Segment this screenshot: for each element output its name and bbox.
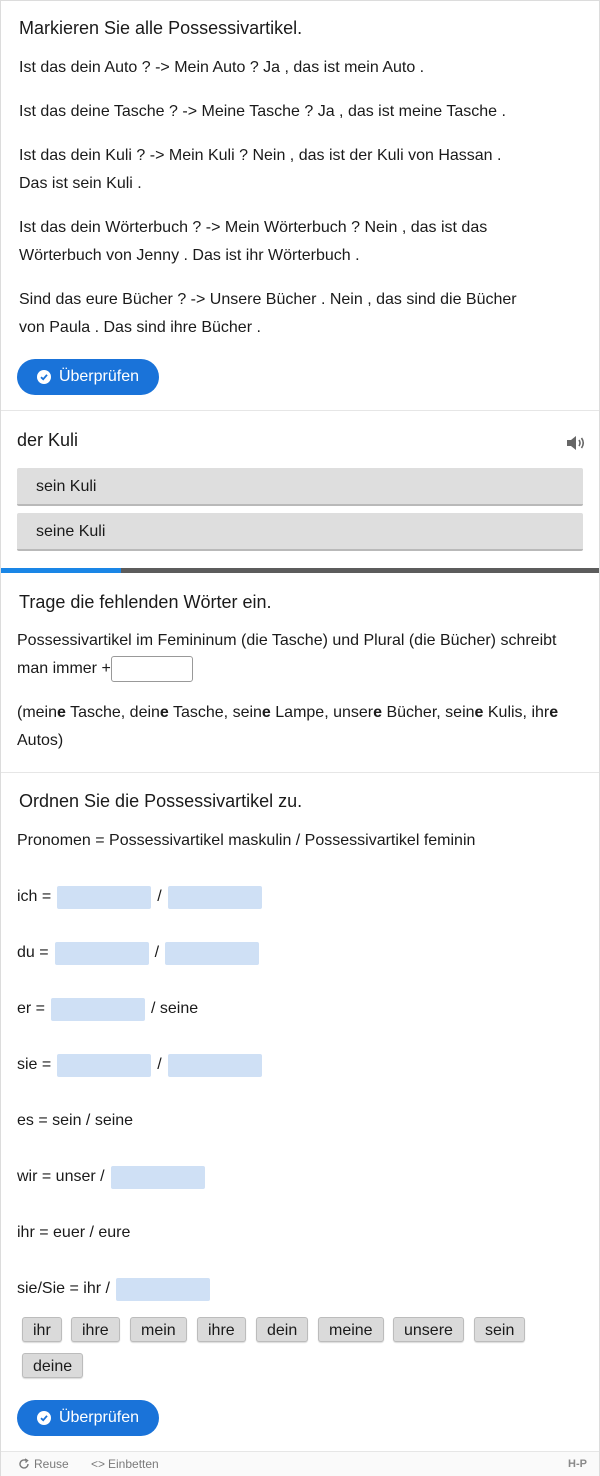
dropzone[interactable] bbox=[111, 1166, 205, 1189]
row-wir bbox=[17, 1165, 211, 1189]
embed-label: Einbetten bbox=[108, 1457, 159, 1471]
dropzone[interactable] bbox=[116, 1278, 210, 1301]
draggable-chip[interactable]: ihr bbox=[22, 1317, 62, 1342]
row-tail: / seine bbox=[151, 1000, 199, 1017]
row-label: sie = bbox=[17, 1056, 52, 1073]
row-label: wir = unser / bbox=[17, 1168, 105, 1185]
dropzone[interactable] bbox=[55, 942, 149, 965]
fill-example bbox=[17, 699, 577, 755]
reuse-link[interactable] bbox=[18, 1457, 69, 1471]
fill-blank-input[interactable] bbox=[111, 656, 193, 682]
h5p-footer bbox=[1, 1451, 599, 1476]
slash: / bbox=[154, 944, 160, 961]
slash: / bbox=[157, 1056, 162, 1073]
draggable-chip[interactable]: dein bbox=[256, 1317, 308, 1342]
fill-text-line1: Possessivartikel im Femininum (die Tasche) und Plural (die Bücher) schreibt bbox=[17, 632, 557, 649]
sentence-4[interactable]: Ist das dein Wörterbuch ? -> Mein Wörterbuch ? Nein , das ist das bbox=[19, 219, 488, 236]
row-label: ihr = euer / eure bbox=[17, 1224, 131, 1241]
slash: / bbox=[157, 888, 162, 905]
ex-bold: e bbox=[474, 704, 484, 721]
check-label: Überprüfen bbox=[58, 368, 139, 385]
mark-task-title: Markieren Sie alle Possessivartikel. bbox=[19, 18, 303, 38]
h5p-logo: H-P bbox=[568, 1458, 587, 1470]
divider bbox=[1, 410, 599, 411]
dropzone[interactable] bbox=[165, 942, 259, 965]
draggable-chip[interactable]: deine bbox=[22, 1353, 83, 1378]
row-sie-formal bbox=[17, 1277, 216, 1301]
sentence-5b[interactable]: von Paula . Das sind ihre Bücher . bbox=[19, 319, 261, 336]
row-ich bbox=[17, 885, 268, 909]
row-label: es = sein / seine bbox=[17, 1112, 134, 1129]
ex-part: (mein bbox=[17, 704, 58, 721]
sentence-3[interactable]: Ist das dein Kuli ? -> Mein Kuli ? Nein , das ist der Kuli von Hassan . bbox=[19, 147, 502, 164]
progress-bar bbox=[1, 568, 599, 573]
dropzone[interactable] bbox=[168, 1054, 262, 1077]
draggable-chip[interactable]: ihre bbox=[71, 1317, 120, 1342]
sentence-1[interactable]: Ist das dein Auto ? -> Mein Auto ? Ja , das ist mein Auto . bbox=[19, 59, 425, 76]
check-button-drag[interactable] bbox=[17, 1400, 159, 1436]
drag-task-title: Ordnen Sie die Possessivartikel zu. bbox=[19, 791, 303, 811]
code-icon: <> bbox=[91, 1457, 106, 1471]
sentence-5[interactable]: Sind das eure Bücher ? -> Unsere Bücher . Nein , das sind die Bücher bbox=[19, 291, 517, 308]
check-circle-icon bbox=[37, 1411, 51, 1425]
ex-part: Lampe, unser bbox=[270, 704, 374, 721]
fill-text bbox=[17, 627, 577, 683]
ex-part: Tasche, sein bbox=[168, 704, 262, 721]
dropzone[interactable] bbox=[57, 886, 151, 909]
dropzone[interactable] bbox=[51, 998, 145, 1021]
divider bbox=[1, 772, 599, 773]
row-sie bbox=[17, 1053, 268, 1077]
choice-option-1[interactable]: sein Kuli bbox=[17, 468, 583, 506]
drag-header: Pronomen = Possessivartikel maskulin / Possessivartikel feminin bbox=[17, 832, 476, 849]
ex-bold: e bbox=[549, 704, 559, 721]
ex-part: Bücher, sein bbox=[382, 704, 475, 721]
row-ihr bbox=[17, 1221, 130, 1245]
check-circle-icon bbox=[37, 370, 51, 384]
ex-tail: Autos) bbox=[17, 732, 64, 749]
ex-bold: e bbox=[159, 704, 169, 721]
reuse-icon bbox=[18, 1458, 30, 1470]
ex-bold: e bbox=[261, 704, 271, 721]
row-label: sie/Sie = ihr / bbox=[17, 1280, 110, 1297]
ex-part: Kulis, ihr bbox=[483, 704, 550, 721]
row-er bbox=[17, 997, 198, 1021]
draggable-chip[interactable]: unsere bbox=[393, 1317, 464, 1342]
fill-task-title: Trage die fehlenden Wörter ein. bbox=[19, 592, 272, 612]
row-label: du = bbox=[17, 944, 49, 961]
dropzone[interactable] bbox=[57, 1054, 151, 1077]
check-label: Überprüfen bbox=[58, 1409, 139, 1426]
ex-bold: e bbox=[373, 704, 383, 721]
draggable-chip[interactable]: mein bbox=[130, 1317, 187, 1342]
choice-title: der Kuli bbox=[17, 430, 79, 450]
ex-part: Tasche, dein bbox=[65, 704, 160, 721]
row-label: er = bbox=[17, 1000, 46, 1017]
fill-text-prefix: man immer + bbox=[17, 660, 111, 677]
draggable-chip[interactable]: sein bbox=[474, 1317, 525, 1342]
sentence-4b[interactable]: Wörterbuch von Jenny . Das ist ihr Wörterbuch . bbox=[19, 247, 360, 264]
sentence-3b[interactable]: Das ist sein Kuli . bbox=[19, 175, 142, 192]
draggable-chip[interactable]: meine bbox=[318, 1317, 384, 1342]
embed-link[interactable] bbox=[91, 1457, 159, 1471]
sentence-2[interactable]: Ist das deine Tasche ? -> Meine Tasche ? Ja , das ist meine Tasche . bbox=[19, 103, 506, 120]
progress-fill bbox=[1, 568, 121, 573]
row-es bbox=[17, 1109, 133, 1133]
reuse-label: Reuse bbox=[34, 1457, 69, 1471]
speaker-icon[interactable] bbox=[565, 433, 587, 453]
dropzone[interactable] bbox=[168, 886, 262, 909]
row-label: ich = bbox=[17, 888, 52, 905]
choice-option-2[interactable]: seine Kuli bbox=[17, 513, 583, 551]
ex-bold: e bbox=[57, 704, 66, 721]
row-du bbox=[17, 941, 265, 965]
draggable-chip[interactable]: ihre bbox=[197, 1317, 246, 1342]
check-button-mark[interactable] bbox=[17, 359, 159, 395]
